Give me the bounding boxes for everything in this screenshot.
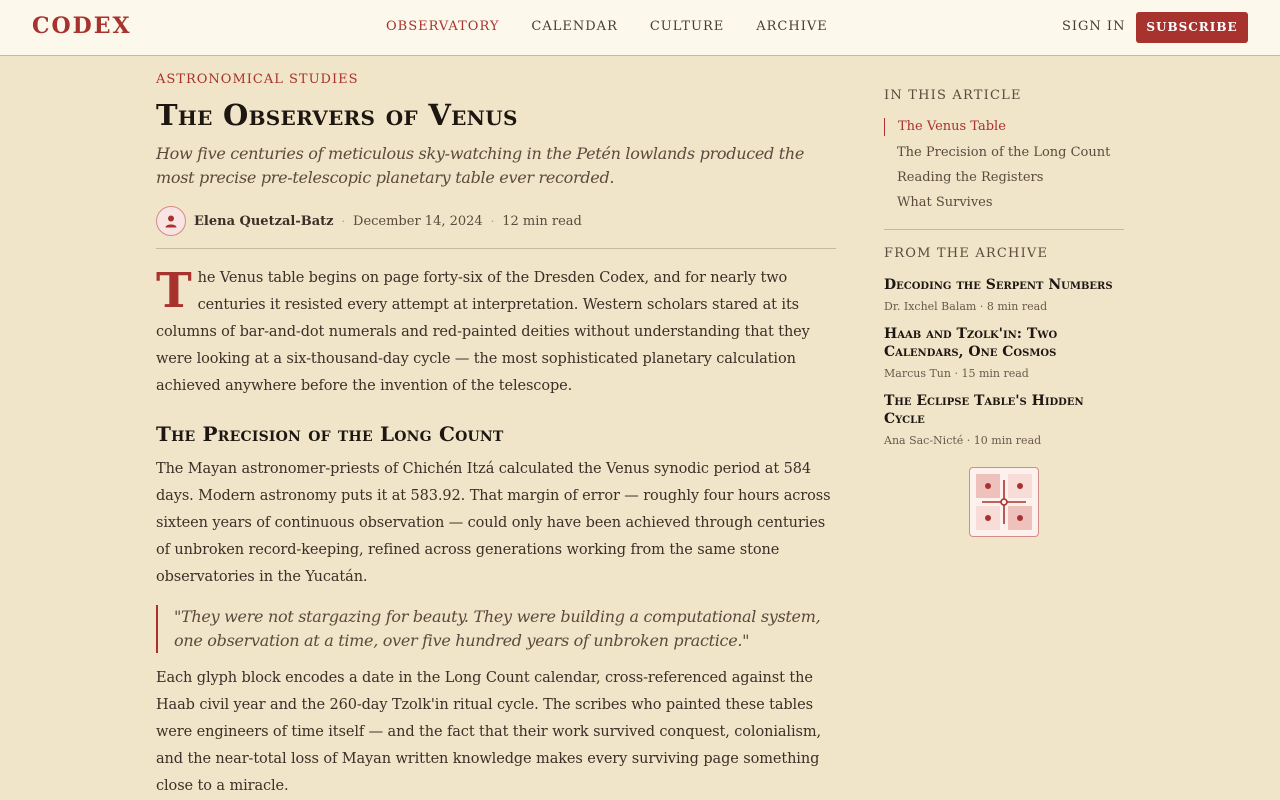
article-kicker[interactable]: ASTRONOMICAL STUDIES <box>156 72 359 87</box>
toc-item-what-survives[interactable]: What Survives <box>897 195 993 210</box>
archive-item-meta: Marcus Tun · 15 min read <box>884 367 1029 380</box>
sign-in-link[interactable]: SIGN IN <box>1062 19 1126 34</box>
publish-date: December 14, 2024 <box>353 213 483 229</box>
archive-item-title[interactable]: Decoding the Serpent Numbers <box>884 277 1113 293</box>
nav-observatory[interactable]: OBSERVATORY <box>386 19 500 34</box>
top-bar <box>0 0 1280 56</box>
lead-text: he Venus table begins on page forty-six of the Dresden Codex, and for nearly two centuries it resisted every attempt at interpretation. Western scholars stared at its columns of bar-and-dot numerals and red-painted deities without understanding that they were looking at a six-thousand-day cycle — the most sophisticated planetary calculation achieved anywhere before the invention of the telescope. <box>156 270 810 394</box>
body-paragraph: Each glyph block encodes a date in the Long Count calendar, cross-referenced against the Haab civil year and the 260-day Tzolk'in ritual cycle. The scribes who painted these tables were engineers of time itself — and the fact that their work survived conquest, colonialism, and the near-total loss of Mayan written knowledge makes every surviving page something close to a miracle. <box>156 670 821 794</box>
archive-item-title[interactable]: Haab and Tzolk'in: Two Calendars, One Cosmos <box>884 326 1058 360</box>
archive-item[interactable] <box>884 392 1124 447</box>
archive-item[interactable] <box>884 325 1124 380</box>
separator-dot: · <box>490 214 495 228</box>
archive-item-meta: Ana Sac-Nicté · 10 min read <box>884 434 1042 447</box>
divider <box>884 229 1124 230</box>
archive-item-meta: Dr. Ixchel Balam · 8 min read <box>884 300 1048 313</box>
lead-paragraph <box>156 265 836 400</box>
toc-heading: IN THIS ARTICLE <box>884 88 1022 103</box>
main-nav <box>386 19 860 34</box>
sidebar <box>884 88 1124 537</box>
article-dek: How five centuries of meticulous sky-watching in the Petén lowlands produced the most precise pre-telescopic planetary table ever recorded. <box>156 144 805 187</box>
archive-heading: FROM THE ARCHIVE <box>884 246 1049 261</box>
toc-item-venus-table[interactable]: The Venus Table <box>884 118 1124 136</box>
brand-logo[interactable]: CODEX <box>32 13 132 39</box>
author-avatar[interactable] <box>156 206 186 236</box>
toc-item-long-count[interactable]: The Precision of the Long Count <box>897 145 1111 160</box>
subscribe-button[interactable]: SUBSCRIBE <box>1136 12 1248 43</box>
article-title: The Observers of Venus <box>156 98 518 132</box>
divider <box>156 248 836 249</box>
user-icon <box>163 213 179 229</box>
codex-glyph-icon <box>969 467 1039 537</box>
nav-culture[interactable]: CULTURE <box>649 19 725 34</box>
body-paragraph: The Mayan astronomer-priests of Chichén Itzá calculated the Venus synodic period at 584 days. Modern astronomy puts it at 583.92. That margin of error — roughly four hours across sixteen years of continuous observation — could only have been achieved through centuries of unbroken record-keeping, refined across generations working from the same stone observatories in the Yucatán. <box>156 461 831 585</box>
archive-item[interactable] <box>884 276 1124 313</box>
nav-calendar[interactable]: CALENDAR <box>531 19 618 34</box>
section-heading: The Precision of the Long Count <box>156 422 504 446</box>
separator-dot: · <box>341 214 346 228</box>
pull-quote: "They were not stargazing for beauty. They were building a computational system, one observation at a time, over five hundred years of unbroken practice." <box>156 605 836 653</box>
toc-item-registers[interactable]: Reading the Registers <box>897 170 1044 185</box>
archive-item-title[interactable]: The Eclipse Table's Hidden Cycle <box>884 393 1084 427</box>
nav-archive[interactable]: ARCHIVE <box>756 19 828 34</box>
table-of-contents <box>884 118 1124 215</box>
byline <box>156 206 836 236</box>
read-time: 12 min read <box>502 213 582 229</box>
author-name[interactable]: Elena Quetzal-Batz <box>194 213 334 229</box>
article <box>156 72 836 800</box>
drop-cap: T <box>156 263 192 319</box>
